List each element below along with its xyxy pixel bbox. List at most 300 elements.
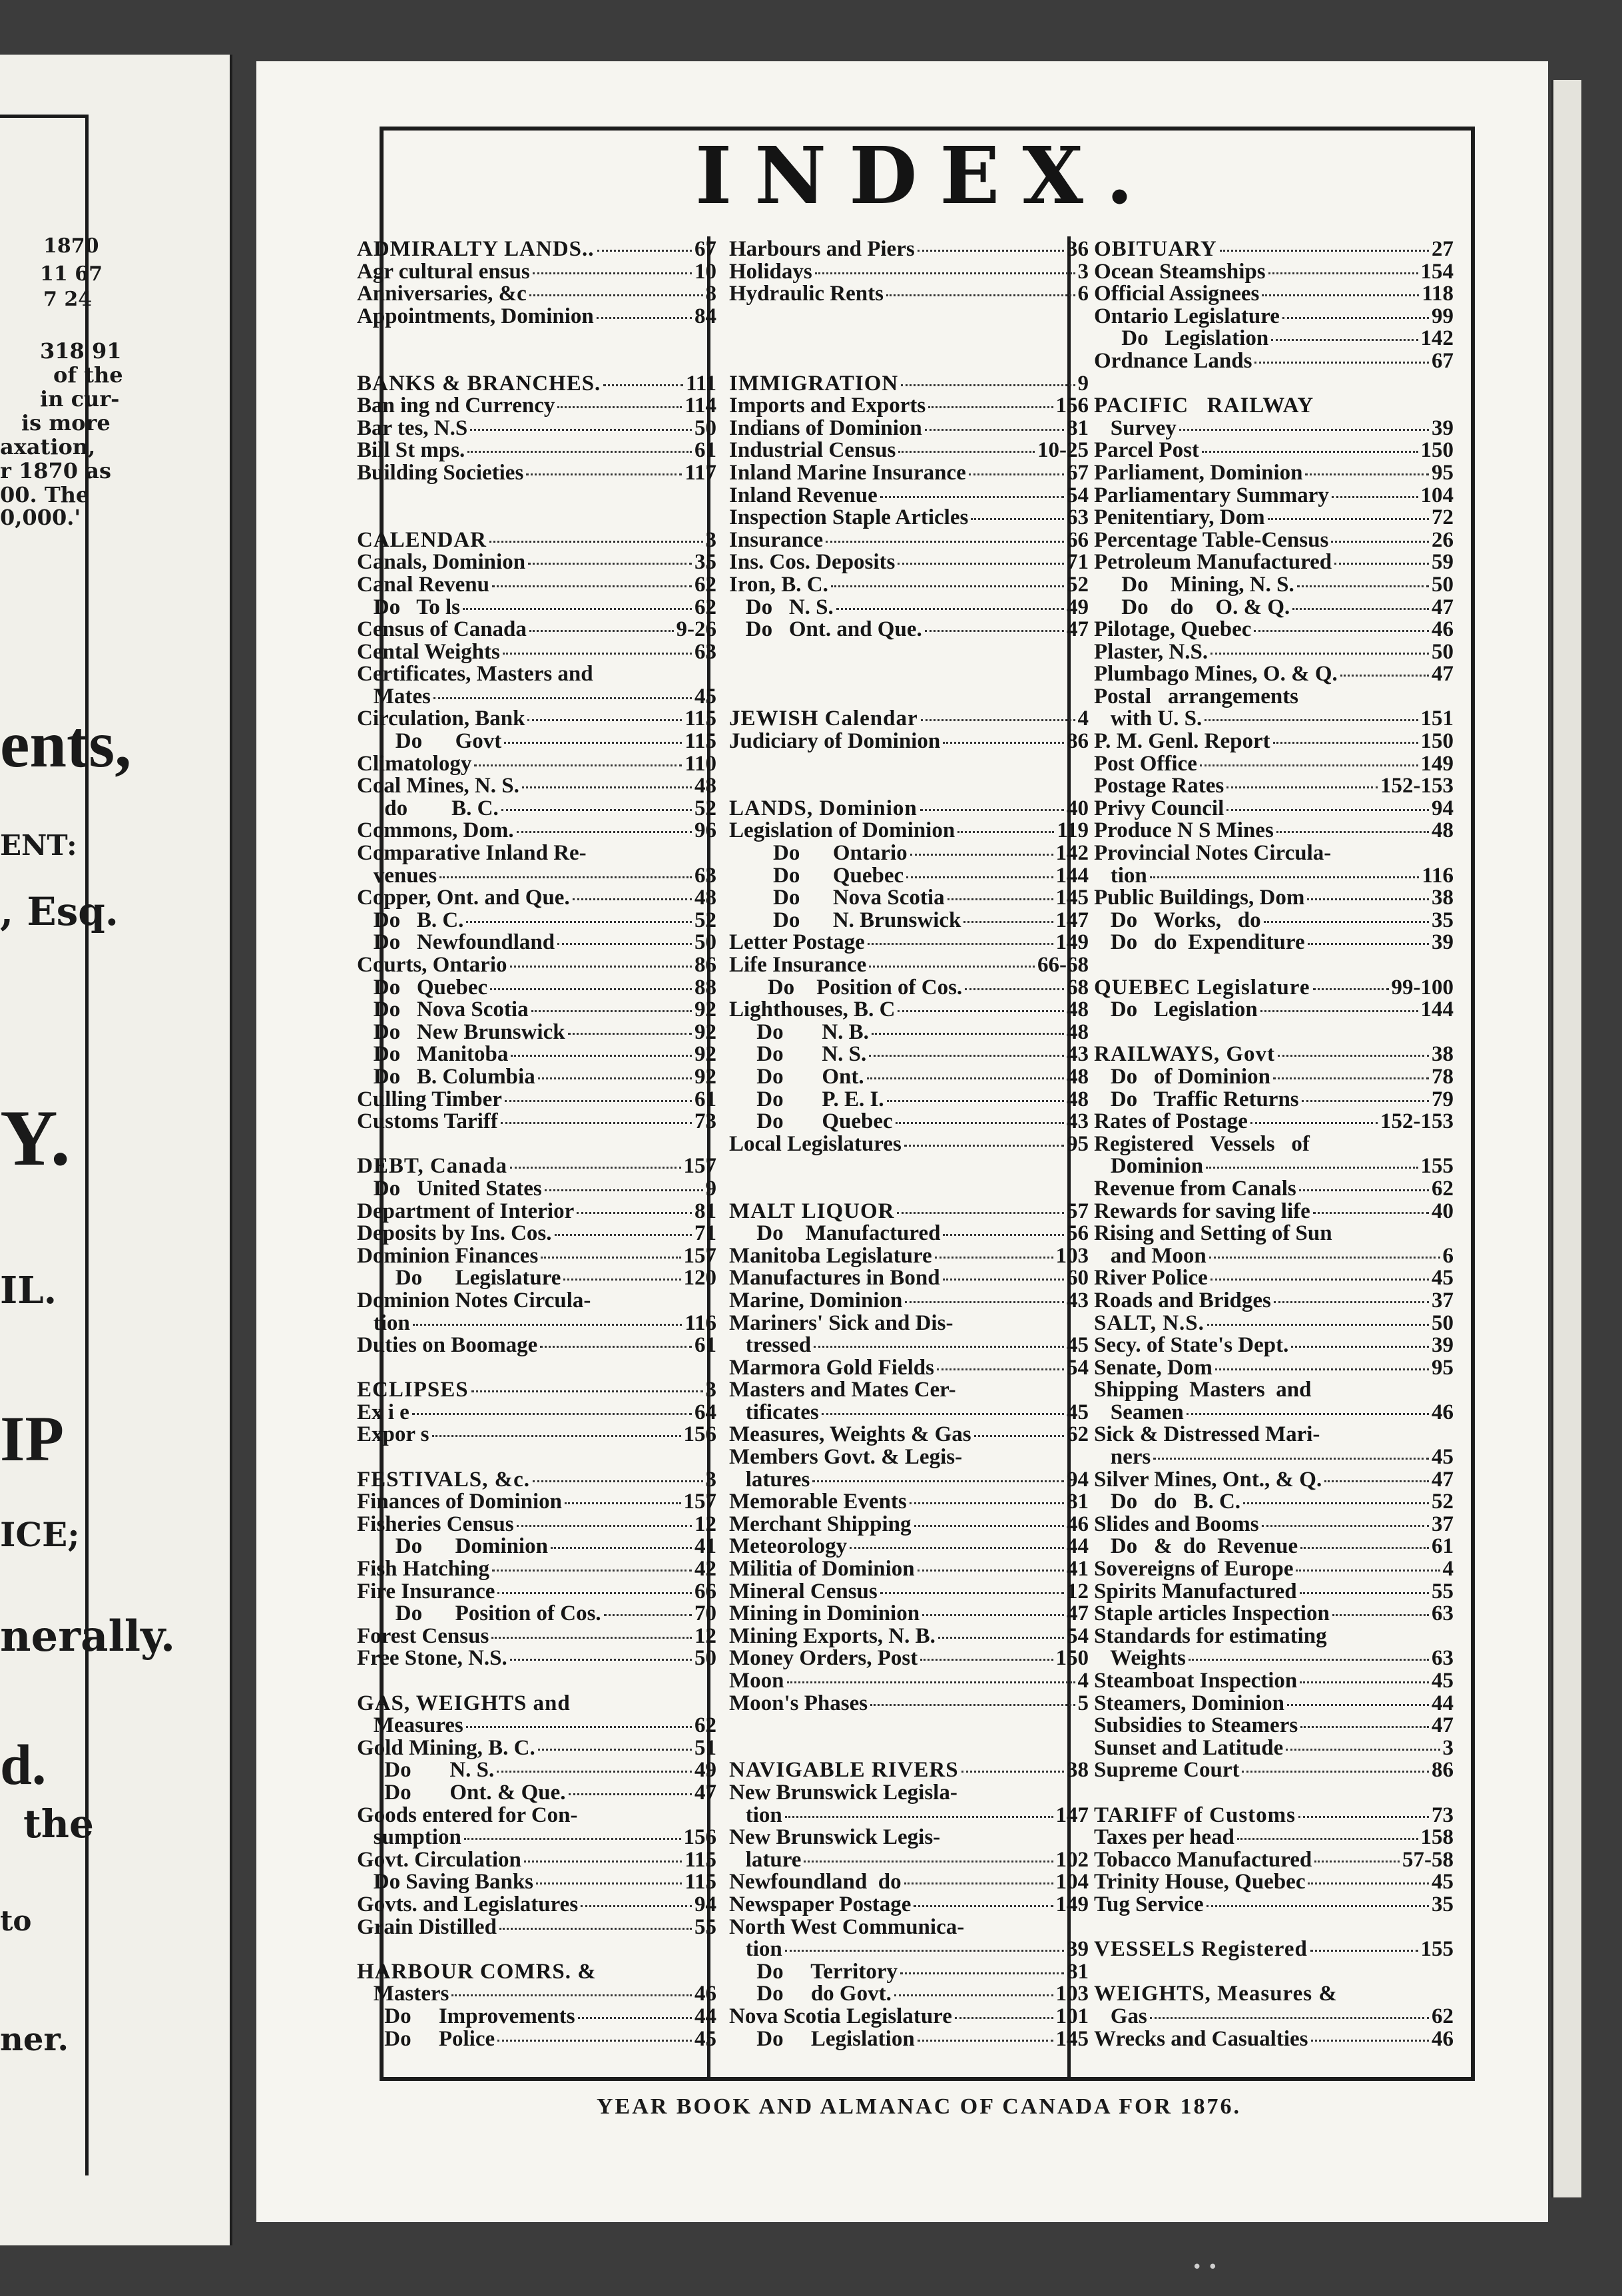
index-entry-page: 61 bbox=[1432, 1536, 1454, 1559]
leader-dots bbox=[565, 1502, 680, 1504]
index-entry bbox=[357, 597, 716, 619]
index-entry-page: 48 bbox=[1067, 1088, 1089, 1111]
index-entry-page: 92 bbox=[694, 1043, 716, 1066]
leader-dots bbox=[1264, 921, 1429, 923]
leader-dots bbox=[943, 1234, 1064, 1236]
index-entry bbox=[729, 842, 1089, 865]
index-entry bbox=[357, 529, 716, 552]
index-entry bbox=[1094, 1357, 1454, 1380]
index-entry bbox=[357, 999, 716, 1021]
index-entry-page: 5 bbox=[1077, 1692, 1089, 1715]
index-entry-page: 61 bbox=[694, 1334, 716, 1357]
leader-dots bbox=[1262, 294, 1419, 296]
index-entry bbox=[357, 1357, 716, 1380]
leader-dots bbox=[1179, 429, 1429, 431]
index-entry-page: 95 bbox=[1432, 1356, 1454, 1380]
leader-dots bbox=[541, 1257, 680, 1259]
leader-dots bbox=[943, 742, 1064, 744]
leader-dots bbox=[1278, 1055, 1429, 1057]
index-entry-label: Harbours and Piers bbox=[729, 238, 915, 261]
previous-page-fragment: nerally. bbox=[0, 1611, 176, 1661]
index-entry-label: HARBOUR COMRS. & bbox=[357, 1960, 597, 1984]
leader-dots bbox=[1313, 1212, 1429, 1214]
index-entry-label: Rates of Postage bbox=[1094, 1111, 1248, 1133]
index-entry bbox=[1094, 798, 1454, 820]
leader-dots bbox=[914, 1525, 1064, 1527]
leader-dots bbox=[869, 1055, 1064, 1057]
index-entry bbox=[729, 887, 1089, 910]
index-entry bbox=[1094, 395, 1454, 418]
index-entry bbox=[357, 1290, 716, 1312]
index-entry bbox=[1094, 1715, 1454, 1737]
index-entry-label: Mates bbox=[357, 685, 431, 709]
index-entry bbox=[357, 1938, 716, 1961]
leader-dots bbox=[1262, 1525, 1429, 1527]
index-entry-label: Senate, Dom bbox=[1094, 1356, 1213, 1380]
index-entry-label: Do N. S. bbox=[729, 1043, 867, 1066]
index-entry-page: 48 bbox=[1067, 1021, 1089, 1044]
index-entry-label: River Police bbox=[1094, 1267, 1208, 1290]
index-entry-label: Slides and Booms bbox=[1094, 1513, 1259, 1536]
index-entry-label: OBITUARY bbox=[1094, 238, 1217, 261]
index-entry-page: 45 bbox=[1067, 1334, 1089, 1357]
leader-dots bbox=[466, 921, 692, 923]
leader-dots bbox=[463, 608, 692, 610]
index-entry-label: Roads and Bridges bbox=[1094, 1289, 1271, 1312]
leader-dots bbox=[947, 898, 1053, 900]
index-entry-label: Building Societies bbox=[357, 461, 524, 485]
leader-dots bbox=[451, 1994, 692, 1996]
index-entry-page: 54 bbox=[1067, 1625, 1089, 1648]
index-entry-page: 45 bbox=[1432, 1446, 1454, 1469]
index-entry bbox=[357, 1446, 716, 1469]
index-entry bbox=[1094, 1089, 1454, 1111]
index-entry bbox=[729, 1021, 1089, 1044]
leader-dots bbox=[555, 1234, 692, 1236]
index-entry bbox=[729, 1089, 1089, 1111]
index-entry bbox=[729, 1043, 1089, 1066]
index-entry bbox=[357, 686, 716, 709]
leader-dots bbox=[887, 1100, 1064, 1102]
index-entry-label: Do P. E. I. bbox=[729, 1088, 884, 1111]
previous-page bbox=[0, 55, 232, 2245]
leader-dots bbox=[785, 1816, 1053, 1818]
index-entry bbox=[1094, 1782, 1454, 1805]
index-entry-page: 44 bbox=[1067, 1536, 1089, 1559]
index-entry bbox=[1094, 842, 1454, 865]
previous-page-fragment: r 1870 as bbox=[0, 458, 111, 483]
index-entry-page: 73 bbox=[1432, 1804, 1454, 1827]
leader-dots bbox=[1273, 742, 1418, 744]
leader-dots bbox=[898, 563, 1064, 565]
index-entry bbox=[357, 283, 716, 306]
index-entry bbox=[729, 619, 1089, 641]
index-entry-label: Dominion Finances bbox=[357, 1245, 539, 1268]
index-entry-label: Do do B. C. bbox=[1094, 1491, 1241, 1514]
index-entry bbox=[729, 999, 1089, 1021]
leader-dots bbox=[1254, 630, 1429, 632]
leader-dots bbox=[1332, 1614, 1429, 1616]
index-entry-label: Insurance bbox=[729, 529, 824, 552]
index-entry-label: Mineral Census bbox=[729, 1580, 878, 1603]
index-entry-label: Post Office bbox=[1094, 752, 1197, 776]
index-entry-page: 45 bbox=[1432, 1670, 1454, 1693]
index-entry bbox=[1094, 954, 1454, 977]
leader-dots bbox=[1287, 1704, 1429, 1706]
index-entry bbox=[1094, 619, 1454, 641]
index-entry-page: 73 bbox=[694, 1111, 716, 1133]
index-entry-label: Do Ont. and Que. bbox=[729, 619, 922, 641]
index-entry-page: 63 bbox=[694, 641, 716, 664]
leader-dots bbox=[925, 429, 1064, 431]
index-entry bbox=[1094, 1402, 1454, 1424]
index-entry bbox=[357, 1424, 716, 1446]
index-entry-label: Moon's Phases bbox=[729, 1692, 868, 1715]
index-entry-label: Finances of Dominion bbox=[357, 1491, 563, 1514]
leader-dots bbox=[1250, 1122, 1378, 1124]
index-entry-page: 66 bbox=[694, 1580, 716, 1603]
previous-page-fragment: 1870 bbox=[43, 234, 99, 258]
index-entry-label: Sovereigns of Europe bbox=[1094, 1558, 1294, 1581]
index-entry-label: ADMIRALTY LANDS.. bbox=[357, 238, 595, 261]
index-entry-label: SALT, N.S. bbox=[1094, 1312, 1205, 1335]
index-entry-label: Do To ls bbox=[357, 596, 460, 619]
index-entry bbox=[357, 1379, 716, 1402]
index-entry-page: 147 bbox=[1055, 1804, 1089, 1827]
index-entry-label: with U. S. bbox=[1094, 708, 1203, 731]
index-entry-label: Registered Vessels of bbox=[1094, 1133, 1310, 1156]
index-entry-label: Do Improvements bbox=[357, 2005, 575, 2028]
leader-dots bbox=[1300, 1592, 1429, 1594]
leader-dots bbox=[490, 988, 692, 990]
index-entry-page: 26 bbox=[1432, 529, 1454, 552]
index-entry-page: 47 bbox=[1432, 1715, 1454, 1737]
previous-page-fragment: d. bbox=[0, 1733, 47, 1797]
index-entry-page: 115 bbox=[684, 730, 716, 753]
leader-dots bbox=[517, 1525, 692, 1527]
index-entry bbox=[729, 1983, 1089, 2006]
leader-dots bbox=[906, 876, 1053, 878]
index-entry bbox=[1094, 1290, 1454, 1312]
index-entry bbox=[1094, 999, 1454, 1021]
leader-dots bbox=[522, 786, 692, 788]
index-entry-page: 3 bbox=[705, 529, 716, 552]
index-entry-page: 149 bbox=[1420, 752, 1454, 776]
index-entry-page: 39 bbox=[1067, 1938, 1089, 1961]
index-entry bbox=[1094, 1312, 1454, 1335]
index-entry bbox=[357, 1894, 716, 1916]
index-entry-page: 45 bbox=[694, 685, 716, 709]
previous-page-fragment: 11 67 bbox=[40, 262, 103, 286]
leader-dots bbox=[527, 719, 682, 721]
leader-dots bbox=[961, 1771, 1064, 1773]
index-entry bbox=[729, 1491, 1089, 1514]
index-entry-label: Plaster, N.S. bbox=[1094, 641, 1209, 664]
previous-page-fragment: 0,000.' bbox=[0, 505, 81, 530]
index-entry-page: 43 bbox=[1067, 1043, 1089, 1066]
index-entry-label: Inspection Staple Articles bbox=[729, 507, 969, 529]
index-entry-label: New Brunswick Legis- bbox=[729, 1827, 941, 1849]
index-entry-label: ECLIPSES bbox=[357, 1379, 469, 1402]
index-entry-page: 43 bbox=[1067, 1289, 1089, 1312]
index-entry-label: Ocean Steamships bbox=[1094, 260, 1266, 284]
leader-dots bbox=[831, 585, 1064, 587]
index-entry-page: 52 bbox=[694, 797, 716, 820]
index-entry-page: 50 bbox=[1432, 573, 1454, 597]
index-entry-label: Ontario Legislature bbox=[1094, 305, 1280, 328]
index-entry-page: 150 bbox=[1420, 730, 1454, 753]
leader-dots bbox=[1271, 339, 1418, 341]
leader-dots bbox=[880, 1592, 1064, 1594]
index-entry-label: Lighthouses, B. C bbox=[729, 999, 896, 1021]
index-entry-label: Circulation, Bank bbox=[357, 708, 525, 731]
index-entry-page: 66-68 bbox=[1037, 954, 1089, 977]
index-entry-label: Fire Insurance bbox=[357, 1580, 495, 1603]
index-entry bbox=[357, 238, 716, 261]
index-entry-label: Life Insurance bbox=[729, 954, 867, 977]
index-entry-page: 55 bbox=[694, 1916, 716, 1939]
leader-dots bbox=[491, 1637, 692, 1639]
index-entry-page: 49 bbox=[694, 1759, 716, 1782]
index-entry bbox=[729, 373, 1089, 396]
index-entry bbox=[729, 1402, 1089, 1424]
index-entry-label: PACIFIC RAILWAY bbox=[1094, 395, 1314, 418]
leader-dots bbox=[914, 1905, 1053, 1907]
leader-dots bbox=[536, 1882, 682, 1884]
index-entry-page: 95 bbox=[1432, 461, 1454, 485]
index-entry bbox=[1094, 1491, 1454, 1514]
index-entry bbox=[357, 439, 716, 462]
index-entry-page: 120 bbox=[683, 1267, 716, 1290]
index-entry-page: 60 bbox=[1067, 1267, 1089, 1290]
index-entry-page: 47 bbox=[1432, 596, 1454, 619]
index-entry bbox=[729, 462, 1089, 485]
index-entry-page: 47 bbox=[1067, 619, 1089, 641]
leader-dots bbox=[1296, 1570, 1440, 1572]
index-entry bbox=[1094, 1849, 1454, 1872]
leader-dots bbox=[1206, 1167, 1418, 1169]
index-entry-page: 92 bbox=[694, 1021, 716, 1044]
index-entry-label: Meteorology bbox=[729, 1536, 848, 1559]
index-entry bbox=[357, 1133, 716, 1156]
leader-dots bbox=[868, 943, 1053, 945]
leader-dots bbox=[467, 451, 692, 453]
index-entry-label: and Moon bbox=[1094, 1245, 1207, 1268]
index-entry bbox=[1094, 1737, 1454, 1760]
index-entry bbox=[729, 663, 1089, 686]
index-entry-page: 4 bbox=[1442, 1558, 1454, 1581]
leader-dots bbox=[492, 1570, 692, 1572]
index-entry-page: 49 bbox=[1067, 596, 1089, 619]
index-entry-page: 68 bbox=[1067, 976, 1089, 1000]
index-entry bbox=[1094, 597, 1454, 619]
index-entry-label: Mining in Dominion bbox=[729, 1603, 920, 1625]
index-entry-page: 94 bbox=[1067, 1468, 1089, 1492]
previous-page-fragment: ENT: bbox=[0, 829, 77, 862]
index-entry bbox=[357, 1581, 716, 1603]
index-entry-page: 48 bbox=[1067, 1065, 1089, 1089]
index-entry bbox=[729, 820, 1089, 842]
index-entry-page: 64 bbox=[694, 1401, 716, 1424]
previous-page-fragment: IL. bbox=[0, 1269, 57, 1312]
index-entry-label: Canals, Dominion bbox=[357, 551, 526, 574]
index-entry-page: 39 bbox=[1432, 417, 1454, 440]
leader-dots bbox=[501, 809, 692, 811]
leader-dots bbox=[872, 1033, 1064, 1035]
index-entry-label: Do Manufactured bbox=[729, 1223, 941, 1245]
index-entry bbox=[1094, 641, 1454, 664]
index-entry-label: tion bbox=[357, 1312, 410, 1335]
index-entry-label: Govt. Circulation bbox=[357, 1849, 521, 1872]
index-entry bbox=[1094, 1827, 1454, 1849]
index-entry bbox=[357, 1625, 716, 1648]
index-entry-label: Moon bbox=[729, 1670, 784, 1693]
index-entry-page: 61 bbox=[694, 1088, 716, 1111]
index-entry-label: Grain Distilled bbox=[357, 1916, 497, 1939]
leader-dots bbox=[573, 898, 692, 900]
index-entry-page: 116 bbox=[1422, 864, 1454, 888]
index-entry bbox=[357, 1983, 716, 2006]
index-entry bbox=[729, 507, 1089, 529]
index-entry bbox=[357, 1066, 716, 1089]
index-entry-page: 78 bbox=[1432, 1065, 1454, 1089]
index-entry bbox=[729, 1715, 1089, 1737]
index-entry bbox=[1094, 485, 1454, 507]
index-entry-label: Govts. and Legislatures bbox=[357, 1893, 579, 1916]
index-entry-label: CALENDAR bbox=[357, 529, 487, 552]
index-entry-label: Do Quebec bbox=[357, 976, 488, 1000]
index-entry-page: 88 bbox=[694, 976, 716, 1000]
index-entry-page: 4 bbox=[1077, 708, 1089, 731]
index-entry-label: Courts, Ontario bbox=[357, 954, 507, 977]
index-entry bbox=[729, 932, 1089, 954]
index-entry-label: Members Govt. & Legis- bbox=[729, 1446, 963, 1469]
leader-dots bbox=[1207, 1905, 1429, 1907]
index-entry-label: Steamers, Dominion bbox=[1094, 1692, 1284, 1715]
index-entry-page: 103 bbox=[1055, 1983, 1089, 2006]
index-entry bbox=[1094, 753, 1454, 776]
index-entry-label: Produce N S Mines bbox=[1094, 820, 1274, 843]
index-entry-page: 156 bbox=[1055, 395, 1089, 418]
leader-dots bbox=[471, 1390, 703, 1392]
index-entry bbox=[357, 865, 716, 888]
leader-dots bbox=[1332, 496, 1418, 498]
index-entry bbox=[357, 1267, 716, 1290]
index-entry-page: 156 bbox=[683, 1424, 716, 1447]
index-entry bbox=[729, 1782, 1089, 1805]
index-entry-label: BANKS & BRANCHES. bbox=[357, 372, 601, 396]
index-entry bbox=[1094, 1201, 1454, 1223]
index-entry-label: Do do O. & Q. bbox=[1094, 596, 1290, 619]
index-entry-page: 157 bbox=[683, 1245, 716, 1268]
index-entry-label: tificates bbox=[729, 1401, 819, 1424]
index-entry-label: Culling Timber bbox=[357, 1088, 502, 1111]
index-entry bbox=[1094, 1178, 1454, 1201]
index-entry-label: Department of Interior bbox=[357, 1200, 575, 1223]
index-entry-label: Forest Census bbox=[357, 1625, 489, 1648]
previous-page-fragment: to bbox=[0, 1904, 32, 1937]
leader-dots bbox=[492, 585, 692, 587]
index-entry-label: Census of Canada bbox=[357, 619, 527, 641]
index-entry-label: Coal Mines, N. S. bbox=[357, 775, 519, 798]
index-entry-page: 12 bbox=[1067, 1580, 1089, 1603]
index-entry bbox=[729, 1603, 1089, 1625]
index-entry-label: Canal Revenu bbox=[357, 573, 489, 597]
index-entry bbox=[1094, 2028, 1454, 2051]
leader-dots bbox=[957, 831, 1054, 833]
index-entry bbox=[1094, 1961, 1454, 1984]
leader-dots bbox=[557, 406, 682, 408]
index-entry-label: Commons, Dom. bbox=[357, 820, 514, 843]
index-entry bbox=[729, 418, 1089, 440]
index-entry bbox=[1094, 1155, 1454, 1178]
index-entry-label: Do Newfoundland bbox=[357, 932, 555, 954]
previous-page-fragment: 7 24 bbox=[43, 288, 93, 311]
index-entry-label: Do Nova Scotia bbox=[729, 887, 945, 910]
leader-dots bbox=[898, 1010, 1064, 1012]
index-entry-page: 61 bbox=[694, 439, 716, 462]
index-entry-label: Dominion Notes Circula- bbox=[357, 1289, 591, 1312]
index-entry bbox=[729, 1827, 1089, 1849]
leader-dots bbox=[578, 2017, 692, 2019]
index-entry-label: Do Position of Cos. bbox=[729, 976, 963, 1000]
leader-dots bbox=[1310, 1950, 1418, 1952]
leader-dots bbox=[910, 854, 1053, 856]
index-entry-label: TARIFF of Customs bbox=[1094, 1804, 1296, 1827]
index-entry bbox=[357, 1201, 716, 1223]
index-entry-page: 67 bbox=[1432, 350, 1454, 373]
index-entry-page: 156 bbox=[683, 1827, 716, 1849]
index-entry bbox=[1094, 977, 1454, 1000]
index-entry bbox=[357, 1021, 716, 1044]
index-entry bbox=[357, 842, 716, 865]
index-entry-page: 115 bbox=[684, 1871, 716, 1894]
index-entry-page: 8 bbox=[705, 283, 716, 306]
index-entry-page: 92 bbox=[694, 1065, 716, 1089]
index-entry bbox=[1094, 1805, 1454, 1827]
index-entry bbox=[729, 1111, 1089, 1133]
index-entry-page: 117 bbox=[684, 461, 716, 485]
index-entry-label: Legislation of Dominion bbox=[729, 820, 955, 843]
index-entry-label: Duties on Boomage bbox=[357, 1334, 538, 1357]
leader-dots bbox=[511, 1055, 692, 1057]
index-entry-page: 62 bbox=[694, 596, 716, 619]
index-entry bbox=[729, 730, 1089, 753]
leader-dots bbox=[526, 473, 682, 475]
leader-dots bbox=[894, 1994, 1053, 1996]
index-entry bbox=[729, 574, 1089, 597]
index-entry-label: Standards for estimating bbox=[1094, 1625, 1327, 1648]
leader-dots bbox=[1207, 1324, 1429, 1326]
book-footer: YEAR BOOK AND ALMANAC OF CANADA FOR 1876. bbox=[597, 2094, 1241, 2119]
index-entry-page: 52 bbox=[694, 909, 716, 932]
index-entry-label: Do of Dominion bbox=[1094, 1065, 1270, 1089]
leader-dots bbox=[1205, 719, 1418, 721]
index-entry-label: Industrial Census bbox=[729, 439, 896, 462]
leader-dots bbox=[529, 294, 703, 296]
index-entry-page: 45 bbox=[1432, 1871, 1454, 1894]
index-entry-page: 48 bbox=[694, 775, 716, 798]
leader-dots bbox=[963, 921, 1053, 923]
index-entry-page: 71 bbox=[694, 1223, 716, 1245]
index-entry bbox=[357, 2028, 716, 2051]
index-entry bbox=[357, 1155, 716, 1178]
leader-dots bbox=[1242, 1771, 1429, 1773]
index-entry-label: Do Traffic Returns bbox=[1094, 1088, 1299, 1111]
index-entry-page: 86 bbox=[1067, 730, 1089, 753]
leader-dots bbox=[943, 1279, 1064, 1281]
index-entry-label: Climatology bbox=[357, 752, 472, 776]
